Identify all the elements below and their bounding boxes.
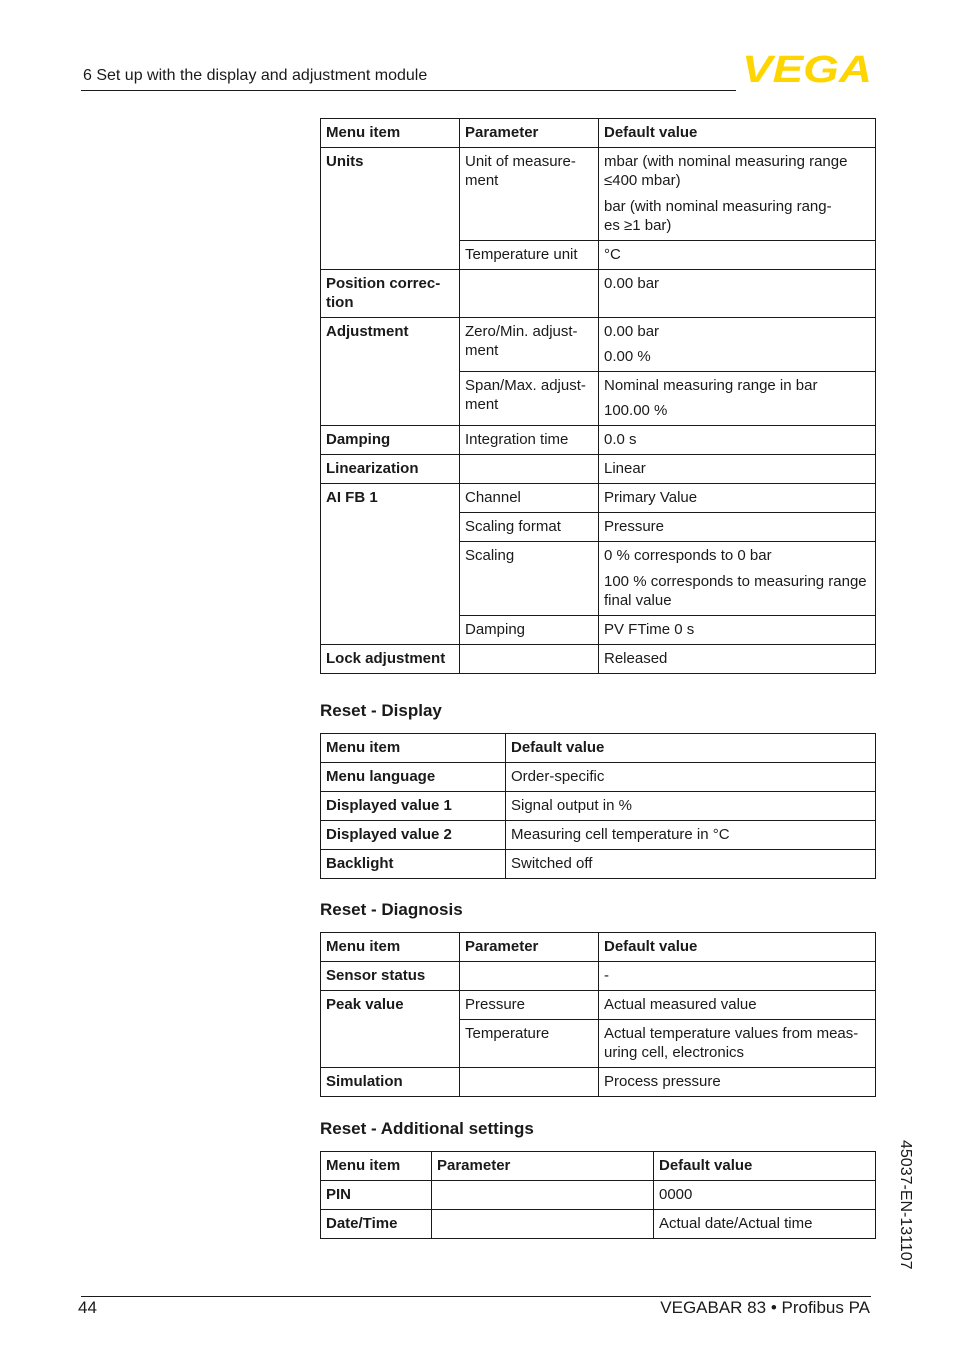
value-line: Nominal measuring range in bar bbox=[604, 377, 818, 394]
logo-text: VEGA bbox=[742, 52, 872, 84]
section-title-reset-diagnosis: Reset - Diagnosis bbox=[320, 900, 463, 919]
table-row bbox=[321, 1181, 876, 1210]
menu-item-units: Units bbox=[321, 148, 460, 270]
col-header-default-value: Default value bbox=[599, 119, 876, 148]
menu-item-damping: Damping bbox=[321, 426, 460, 455]
menu-item-sensor-status: Sensor status bbox=[321, 962, 460, 991]
parameter-cell: Span/Max. adjust- ment bbox=[460, 372, 599, 426]
parameter-cell bbox=[460, 455, 599, 484]
col-header-menu-item: Menu item bbox=[321, 119, 460, 148]
table-row bbox=[321, 318, 876, 372]
section-title-reset-additional: Reset - Additional settings bbox=[320, 1119, 534, 1138]
menu-item-cell: Backlight bbox=[321, 850, 506, 879]
value-cell: PV FTime 0 s bbox=[599, 616, 876, 645]
table-header-row bbox=[321, 119, 876, 148]
value-line: bar (with nominal measuring rang- es ≥1 bar) bbox=[604, 198, 832, 234]
value-cell bbox=[599, 318, 876, 372]
col-header-parameter: Parameter bbox=[432, 1152, 654, 1181]
value-cell: Pressure bbox=[599, 513, 876, 542]
table-header-row bbox=[321, 1152, 876, 1181]
value-cell: Signal output in % bbox=[506, 792, 876, 821]
value-line: 100 % corresponds to measuring range final value bbox=[604, 573, 867, 609]
table-header-row bbox=[321, 734, 876, 763]
menu-item-cell: PIN bbox=[321, 1181, 432, 1210]
menu-item-peak-value: Peak value bbox=[321, 991, 460, 1068]
parameter-cell: Scaling bbox=[460, 542, 599, 616]
vega-logo bbox=[742, 52, 872, 84]
footer-rule bbox=[81, 1296, 871, 1297]
menu-item-linearization: Linearization bbox=[321, 455, 460, 484]
page-number: 44 bbox=[78, 1298, 97, 1317]
col-header-parameter: Parameter bbox=[460, 933, 599, 962]
menu-item-cell: Displayed value 1 bbox=[321, 792, 506, 821]
menu-item-ai-fb-1: AI FB 1 bbox=[321, 484, 460, 645]
menu-item-lock-adjustment: Lock adjustment bbox=[321, 645, 460, 674]
value-cell: Linear bbox=[599, 455, 876, 484]
table-row bbox=[321, 991, 876, 1020]
menu-item-position-correction: Position correc- tion bbox=[321, 270, 460, 318]
value-cell: Actual temperature values from meas- uring cell, electronics bbox=[599, 1020, 876, 1068]
parameter-cell: Temperature bbox=[460, 1020, 599, 1068]
parameter-cell: Scaling format bbox=[460, 513, 599, 542]
table-row bbox=[321, 455, 876, 484]
menu-item-adjustment: Adjustment bbox=[321, 318, 460, 426]
value-line: 0.00 bar bbox=[604, 323, 660, 340]
parameter-cell bbox=[460, 270, 599, 318]
value-cell: Order-specific bbox=[506, 763, 876, 792]
table-row bbox=[321, 148, 876, 241]
table-row bbox=[321, 1210, 876, 1239]
table-row bbox=[321, 645, 876, 674]
table-row bbox=[321, 850, 876, 879]
menu-item-simulation: Simulation bbox=[321, 1068, 460, 1097]
value-line: 0.00 % bbox=[604, 348, 651, 365]
value-cell: Process pressure bbox=[599, 1068, 876, 1097]
default-values-table bbox=[320, 118, 876, 674]
col-header-menu-item: Menu item bbox=[321, 1152, 432, 1181]
value-cell: - bbox=[599, 962, 876, 991]
running-header: 6 Set up with the display and adjustment module bbox=[83, 67, 428, 84]
parameter-cell bbox=[460, 962, 599, 991]
parameter-cell bbox=[432, 1210, 654, 1239]
col-header-default-value: Default value bbox=[599, 933, 876, 962]
reset-additional-table bbox=[320, 1151, 876, 1239]
section-title-reset-display: Reset - Display bbox=[320, 701, 442, 720]
parameter-cell: Channel bbox=[460, 484, 599, 513]
document-number: 45037-EN-131107 bbox=[897, 1140, 914, 1270]
reset-display-table bbox=[320, 733, 876, 879]
value-cell: Actual date/Actual time bbox=[654, 1210, 876, 1239]
table-row bbox=[321, 270, 876, 318]
parameter-cell: Integration time bbox=[460, 426, 599, 455]
value-cell bbox=[599, 148, 876, 241]
menu-item-cell: Displayed value 2 bbox=[321, 821, 506, 850]
table-row bbox=[321, 792, 876, 821]
parameter-cell bbox=[460, 645, 599, 674]
parameter-cell: Temperature unit bbox=[460, 241, 599, 270]
value-cell: 0000 bbox=[654, 1181, 876, 1210]
table-row bbox=[321, 484, 876, 513]
value-cell: Switched off bbox=[506, 850, 876, 879]
table-row bbox=[321, 763, 876, 792]
value-line: mbar (with nominal measuring range ≤400 mbar) bbox=[604, 153, 848, 189]
parameter-cell: Unit of measure- ment bbox=[460, 148, 599, 241]
table-row bbox=[321, 1068, 876, 1097]
reset-diagnosis-table bbox=[320, 932, 876, 1097]
value-cell: 0.0 s bbox=[599, 426, 876, 455]
value-cell bbox=[599, 372, 876, 426]
col-header-parameter: Parameter bbox=[460, 119, 599, 148]
menu-item-cell: Menu language bbox=[321, 763, 506, 792]
value-cell: Actual measured value bbox=[599, 991, 876, 1020]
table-row bbox=[321, 962, 876, 991]
table-row bbox=[321, 426, 876, 455]
value-cell: °C bbox=[599, 241, 876, 270]
col-header-default-value: Default value bbox=[654, 1152, 876, 1181]
col-header-menu-item: Menu item bbox=[321, 734, 506, 763]
product-name: VEGABAR 83 • Profibus PA bbox=[660, 1298, 870, 1317]
table-row bbox=[321, 821, 876, 850]
header-rule bbox=[81, 90, 736, 91]
col-header-menu-item: Menu item bbox=[321, 933, 460, 962]
table-header-row bbox=[321, 933, 876, 962]
value-line: 100.00 % bbox=[604, 402, 668, 419]
value-cell bbox=[599, 542, 876, 616]
parameter-cell bbox=[460, 1068, 599, 1097]
value-cell: Primary Value bbox=[599, 484, 876, 513]
value-cell: Measuring cell temperature in °C bbox=[506, 821, 876, 850]
value-cell: 0.00 bar bbox=[599, 270, 876, 318]
parameter-cell: Damping bbox=[460, 616, 599, 645]
value-cell: Released bbox=[599, 645, 876, 674]
parameter-cell: Pressure bbox=[460, 991, 599, 1020]
value-line: 0 % corresponds to 0 bar bbox=[604, 547, 772, 564]
col-header-default-value: Default value bbox=[506, 734, 876, 763]
menu-item-cell: Date/Time bbox=[321, 1210, 432, 1239]
parameter-cell: Zero/Min. adjust- ment bbox=[460, 318, 599, 372]
parameter-cell bbox=[432, 1181, 654, 1210]
